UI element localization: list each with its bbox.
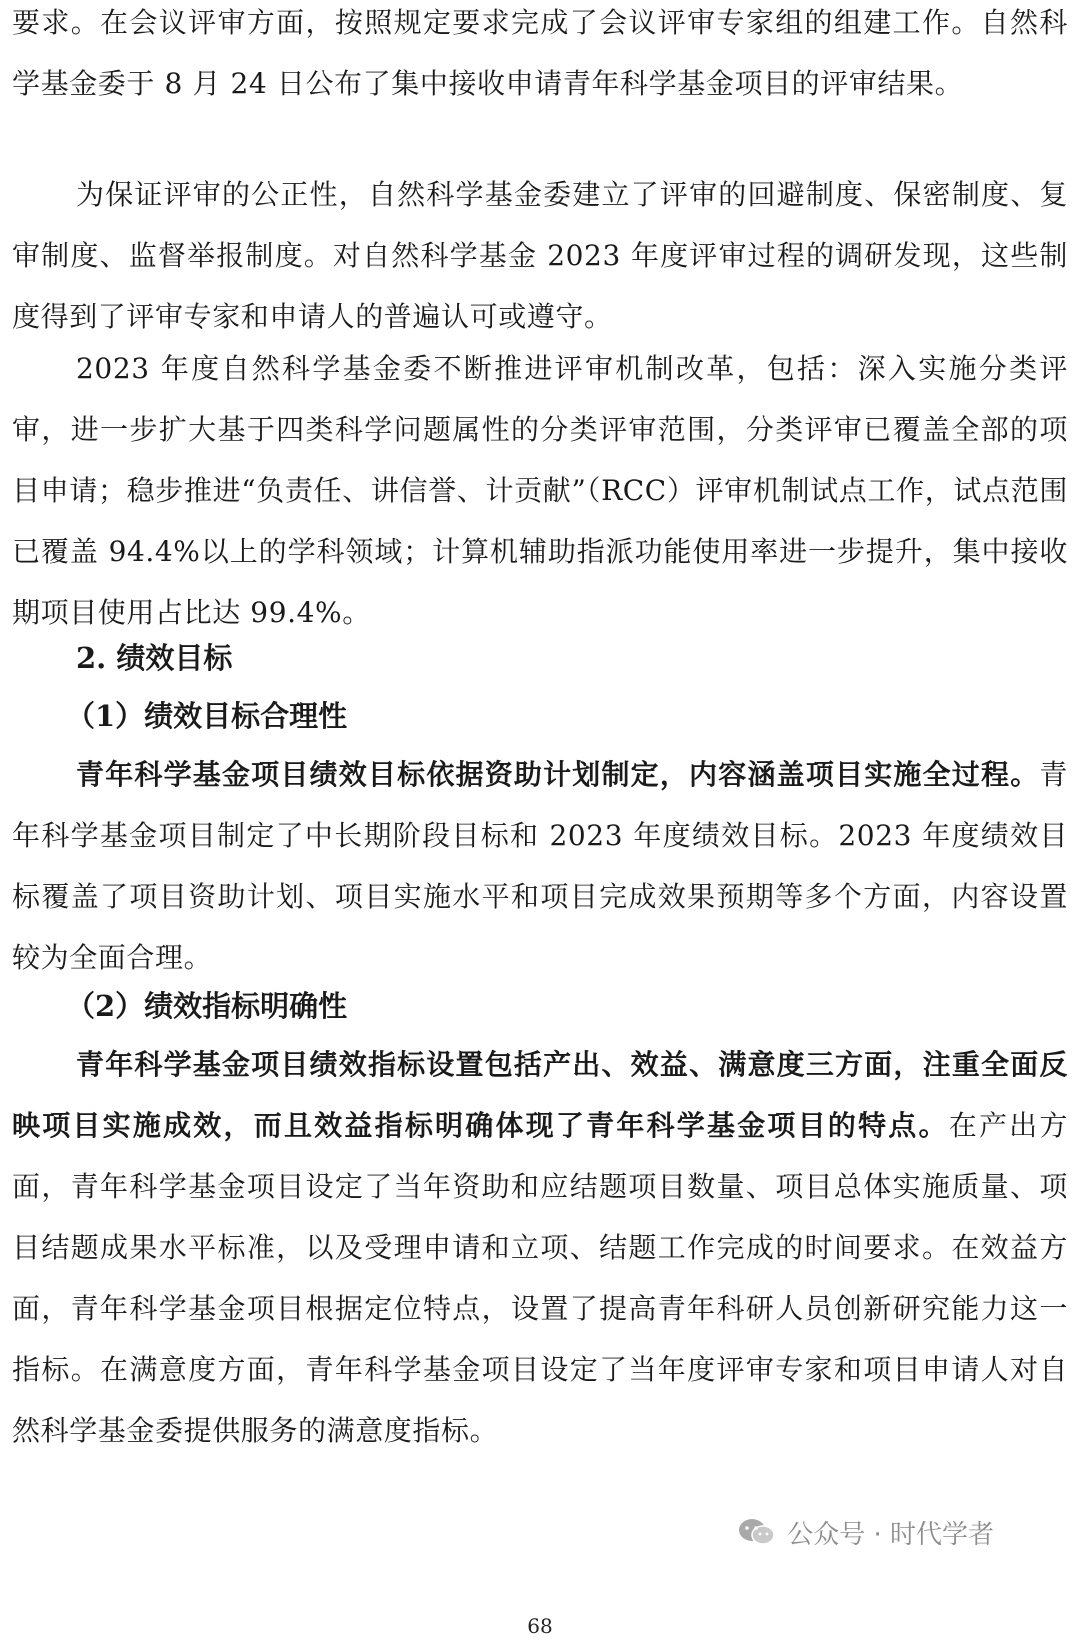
wechat-icon — [737, 1517, 777, 1547]
paragraph-indicator-clarity — [12, 1034, 1068, 1461]
page-number: 68 — [527, 1614, 553, 1638]
paragraph-review-reform: 2023 年度自然科学基金委不断推进评审机制改革，包括：深入实施分类评审，进一步扩大基于四类科学问题属性的分类评审范围，分类评审已覆盖全部的项目申请；稳步推进“负责任、讲信誉、计贡献”（RCC）评审机制试点工作，试点范围已覆盖 94.4%以上的学科领域；计算机辅助指派功能使用率进一步提升，集中接收期项目使用占比达 99.4%。 — [12, 352, 1068, 629]
lead-sentence-goal-rationality: 青年科学基金项目绩效目标依据资助计划制定，内容涵盖项目实施全过程。 — [76, 758, 1040, 791]
subheading-indicator-clarity: （2）绩效指标明确性 — [66, 989, 348, 1023]
body-indicator-clarity: 在产出方面，青年科学基金项目设定了当年资助和应结题项目数量、项目总体实施质量、项目结题成果水平标准，以及受理申请和立项、结题工作完成的时间要求。在效益方面，青年科学基金项目根据定位特点，设置了提高青年科研人员创新研究能力这一指标。在满意度方面，青年科学基金项目设定了当年度评审专家和项目申请人对自然科学基金委提供服务的满意度指标。 — [12, 1109, 1069, 1447]
lead-sentence-indicator-clarity: 青年科学基金项目绩效指标设置包括产出、效益、满意度三方面，注重全面反映项目实施成效，而且效益指标明确体现了青年科学基金项目的特点。 — [12, 1048, 1068, 1142]
body-goal-rationality: 青年科学基金项目制定了中长期阶段目标和 2023 年度绩效目标。2023 年度绩效目标覆盖了项目资助计划、项目实施水平和项目完成效果预期等多个方面，内容设置较为全面合理。 — [12, 758, 1068, 974]
paragraph-review-fairness: 为保证评审的公正性，自然科学基金委建立了评审的回避制度、保密制度、复审制度、监督举报制度。对自然科学基金 2023 年度评审过程的调研发现，这些制度得到了评审专家和申请人的普遍认可或遵守。 — [12, 178, 1068, 333]
watermark — [737, 1512, 994, 1552]
paragraph-review-experts: 要求。在会议评审方面，按照规定要求完成了会议评审专家组的组建工作。自然科学基金委于 8 月 24 日公布了集中接收申请青年科学基金项目的评审结果。 — [12, 6, 1068, 100]
watermark-text: 公众号 · 时代学者 — [787, 1519, 994, 1550]
section-heading-performance-goals: 2. 绩效目标 — [76, 641, 233, 675]
subheading-goal-rationality: （1）绩效目标合理性 — [66, 699, 348, 733]
paragraph-goal-rationality — [12, 744, 1068, 988]
